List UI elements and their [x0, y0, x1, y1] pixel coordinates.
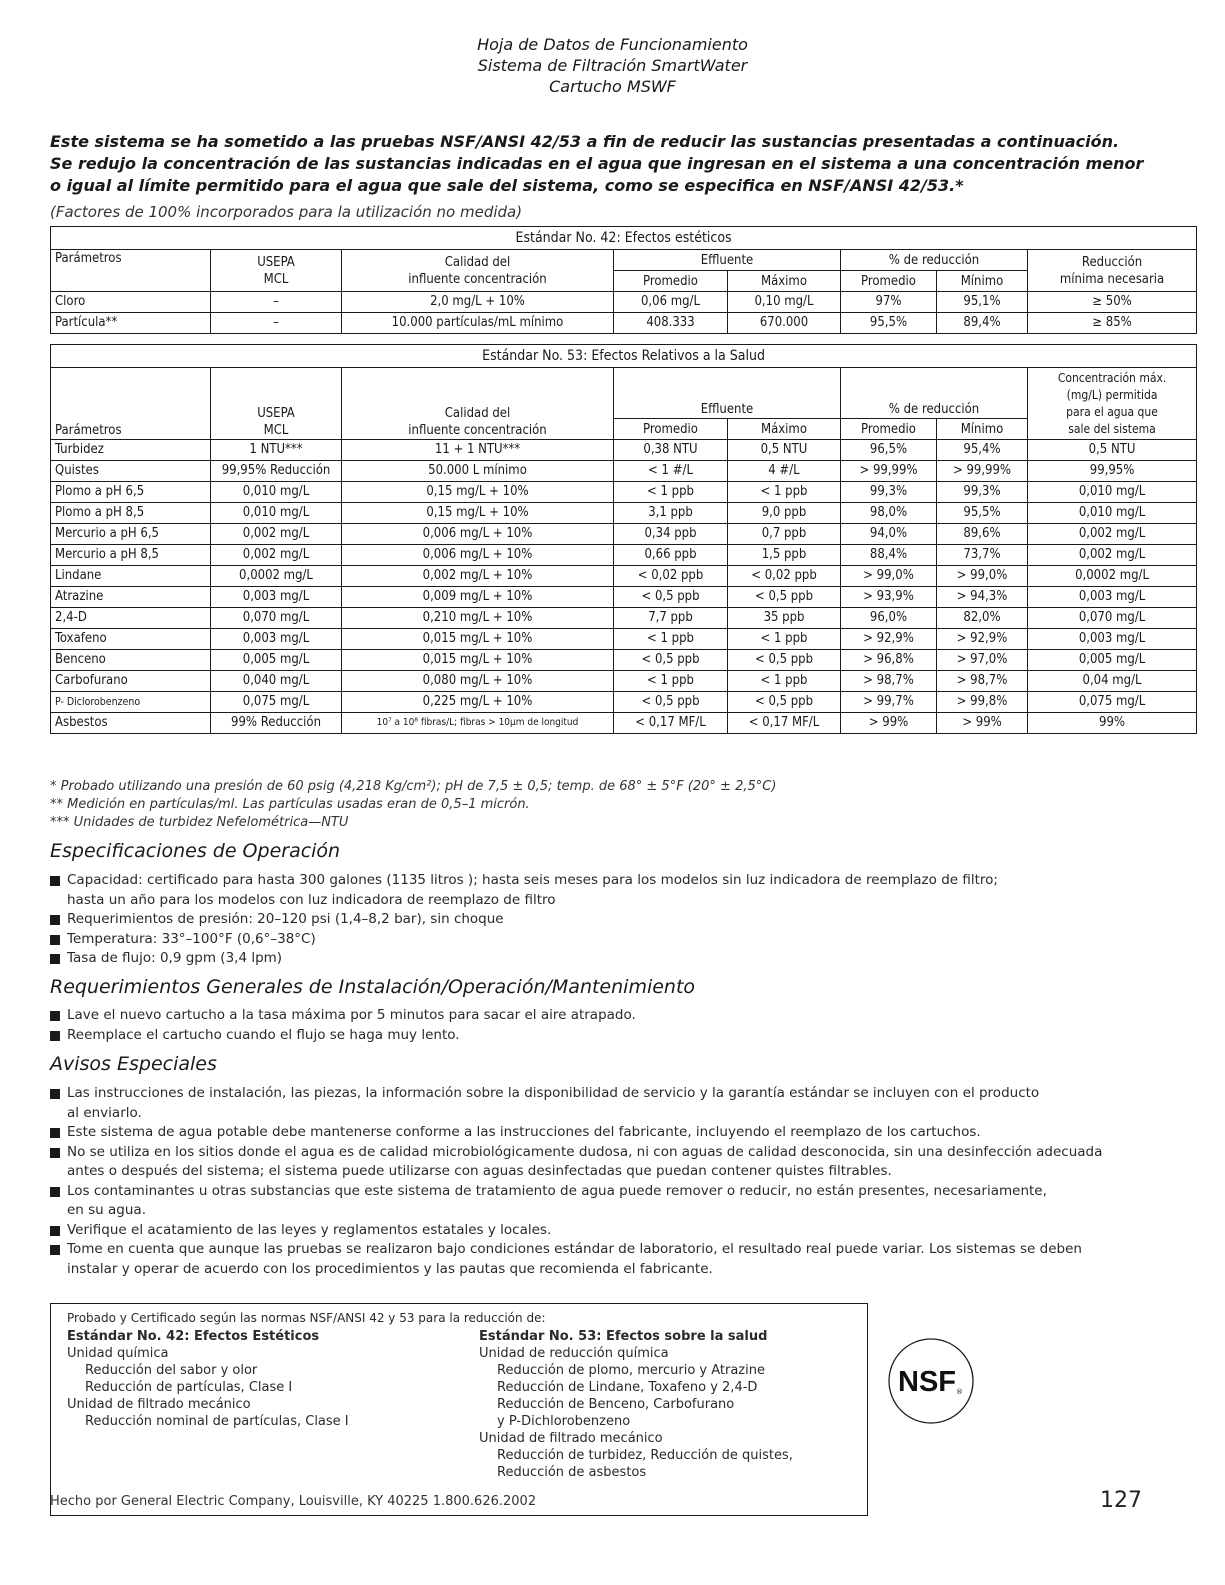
nsf-logo-text: NSF: [898, 1366, 956, 1398]
certification-line: Reducción de Benceno, Carbofurano: [497, 1397, 735, 1412]
column-header: Promedio: [614, 271, 728, 292]
bullet-square-icon: [50, 954, 60, 964]
table-cell: 1,5 ppb: [728, 545, 841, 566]
standard-42-table: [50, 226, 1197, 334]
table-cell: 94,0%: [841, 524, 937, 545]
list-item-text: Requerimientos de presión: 20–120 psi (1,4–8,2 bar), sin choque: [67, 911, 504, 927]
nsf-logo-icon: [886, 1336, 976, 1426]
column-header: Promedio: [841, 271, 937, 292]
table-cell: < 0,5 ppb: [614, 650, 728, 671]
table-cell: 88,4%: [841, 545, 937, 566]
certification-line: Reducción nominal de partículas, Clase I: [85, 1414, 349, 1429]
table-cell: < 1 ppb: [614, 629, 728, 650]
table-cell: 99,3%: [841, 482, 937, 503]
nsf-registered-mark: ®: [956, 1388, 963, 1396]
table-cell: 2,4-D: [51, 608, 211, 629]
list-item-text: instalar y operar de acuerdo con los procedimientos y las pautas que recomienda el fabricante.: [67, 1260, 713, 1277]
table-cell: Turbidez: [51, 440, 211, 461]
list-item-text: Las instrucciones de instalación, las piezas, la información sobre la disponibilidad de servicio y la garantía estándar se incluyen con el producto: [67, 1085, 1040, 1101]
table-cell: 11 + 1 NTU***: [342, 440, 614, 461]
table-cell: 0,040 mg/L: [211, 671, 342, 692]
certification-line: Unidad química: [67, 1346, 169, 1361]
table-cell: 97%: [841, 292, 937, 313]
column-header: Máximo: [728, 271, 841, 292]
page-number: 127: [1100, 1488, 1142, 1513]
table-cell: > 99,99%: [841, 461, 937, 482]
list-item: [50, 1201, 1102, 1221]
table-row: [51, 650, 1197, 671]
table-cell: < 1 ppb: [728, 629, 841, 650]
table-cell: 0,003 mg/L: [1028, 629, 1197, 650]
table-row: [51, 524, 1197, 545]
table-cell: 0,010 mg/L: [1028, 503, 1197, 524]
table-cell: 98,0%: [841, 503, 937, 524]
table-cell: Plomo a pH 8,5: [51, 503, 211, 524]
table-cell: 0,070 mg/L: [211, 608, 342, 629]
table-cell: 0,0002 mg/L: [211, 566, 342, 587]
certification-right-column: [479, 1328, 793, 1481]
table-cell: Toxafeno: [51, 629, 211, 650]
table-cell: < 0,02 ppb: [614, 566, 728, 587]
table-cell: 408.333: [614, 313, 728, 334]
certification-line: Reducción de Lindane, Toxafeno y 2,4-D: [497, 1380, 758, 1395]
table-cell: Mercurio a pH 6,5: [51, 524, 211, 545]
table-cell: 0,225 mg/L + 10%: [342, 692, 614, 713]
table-cell: < 0,5 ppb: [614, 587, 728, 608]
table-cell: 0,080 mg/L + 10%: [342, 671, 614, 692]
table-row: [51, 608, 1197, 629]
table-cell: > 99%: [841, 713, 937, 734]
header-line-2: Sistema de Filtración SmartWater: [477, 56, 748, 75]
list-item: [50, 1182, 1102, 1202]
table-cell: 0,002 mg/L: [1028, 545, 1197, 566]
list-item-text: antes o después del sistema; el sistema puede utilizarse con aguas desinfectadas que puedan contener quistes filtrables.: [67, 1163, 892, 1179]
list-item: [50, 1026, 636, 1046]
table-row: [51, 671, 1197, 692]
table-cell: 0,15 mg/L + 10%: [342, 503, 614, 524]
column-header: Calidad del influente concentración: [342, 250, 614, 292]
table-row: [51, 461, 1197, 482]
table-cell: 2,0 mg/L + 10%: [342, 292, 614, 313]
table-cell: Plomo a pH 6,5: [51, 482, 211, 503]
table-cell: 0,003 mg/L: [211, 629, 342, 650]
factors-note: (Factores de 100% incorporados para la utilización no medida): [50, 203, 523, 221]
table-cell: 7,7 ppb: [614, 608, 728, 629]
column-header: % de reducción: [841, 368, 1028, 419]
column-header: Calidad del influente concentración: [342, 368, 614, 440]
table-cell: 3,1 ppb: [614, 503, 728, 524]
table-cell: > 98,7%: [841, 671, 937, 692]
list-item: [50, 1240, 1102, 1260]
table-cell: Mercurio a pH 8,5: [51, 545, 211, 566]
certification-heading: Estándar No. 42: Efectos Estéticos: [67, 1329, 320, 1344]
table-cell: 89,6%: [937, 524, 1028, 545]
certification-line: Reducción del sabor y olor: [85, 1363, 258, 1378]
table-cell: < 0,17 MF/L: [614, 713, 728, 734]
certification-line: Unidad de filtrado mecánico: [67, 1397, 251, 1412]
table-cell: 0,006 mg/L + 10%: [342, 545, 614, 566]
list-item-text: Tome en cuenta que aunque las pruebas se realizaron bajo condiciones estándar de laboratorio, el resultado real puede variar. Los sistemas se deben: [67, 1241, 1082, 1257]
table-cell: 73,7%: [937, 545, 1028, 566]
table-row: [51, 587, 1197, 608]
column-header: Reducción mínima necesaria: [1028, 250, 1197, 292]
table-cell: 0,003 mg/L: [211, 587, 342, 608]
footnote-1: * Probado utilizando una presión de 60 psig (4,218 Kg/cm²); pH de 7,5 ± 0,5; temp. de 68° ± 5°F (20° ± 2,5°C): [50, 779, 777, 794]
table-cell: > 99,99%: [937, 461, 1028, 482]
list-item-text: Tasa de flujo: 0,9 gpm (3,4 lpm): [67, 950, 283, 966]
table-cell: < 0,5 ppb: [728, 692, 841, 713]
column-header: Effluente: [614, 250, 841, 271]
list-item-text: No se utiliza en los sitios donde el agua es de calidad microbiológicamente dudosa, ni con aguas de calidad desconocida, sin una desinfección adecuada: [67, 1143, 1103, 1160]
table-cell: Asbestos: [51, 713, 211, 734]
table-cell: > 99,7%: [841, 692, 937, 713]
list-item: [50, 930, 998, 950]
table-row: [51, 313, 1197, 334]
table-cell: 0,66 ppb: [614, 545, 728, 566]
table-cell: 0,006 mg/L + 10%: [342, 524, 614, 545]
table-cell: Quistes: [51, 461, 211, 482]
footnote-2: ** Medición en partículas/ml. Las partículas usadas eran de 0,5–1 micrón.: [50, 797, 530, 812]
table-cell: 0,002 mg/L: [211, 545, 342, 566]
table-cell: < 0,5 ppb: [614, 692, 728, 713]
list-item: [50, 871, 998, 891]
column-header: USEPA MCL: [211, 368, 342, 440]
list-item: [50, 910, 998, 930]
column-header: Máximo: [728, 419, 841, 440]
intro-line-2: Se redujo la concentración de las sustancias indicadas en el agua que ingresan en el sistema a una concentración menor: [50, 154, 1144, 173]
table-cell: 95,5%: [841, 313, 937, 334]
table-cell: 35 ppb: [728, 608, 841, 629]
list-item-text: Lave el nuevo cartucho a la tasa máxima por 5 minutos para sacar el aire atrapado.: [67, 1007, 636, 1023]
bullet-square-icon: [50, 915, 60, 925]
table-cell: Partícula**: [51, 313, 211, 334]
table-cell: 0,005 mg/L: [1028, 650, 1197, 671]
table-title: Estándar No. 53: Efectos Relativos a la Salud: [51, 345, 1197, 368]
list-item: [50, 1260, 1102, 1280]
table-cell: 50.000 L mínimo: [342, 461, 614, 482]
certification-line: Reducción de turbidez, Reducción de quistes,: [497, 1448, 793, 1463]
table-cell: –: [211, 313, 342, 334]
table-cell: 0,002 mg/L: [211, 524, 342, 545]
table-cell: < 1 #/L: [614, 461, 728, 482]
table-cell: 10.000 partículas/mL mínimo: [342, 313, 614, 334]
list-item: [50, 1084, 1102, 1104]
certification-intro: Probado y Certificado según las normas NSF/ANSI 42 y 53 para la reducción de:: [67, 1311, 546, 1325]
table-cell: 0,5 NTU: [1028, 440, 1197, 461]
certification-line: y P-Dichlorobenzeno: [497, 1414, 631, 1429]
standard-53-table: [50, 344, 1197, 734]
table-cell: < 1 ppb: [728, 671, 841, 692]
bullet-square-icon: [50, 1031, 60, 1041]
footnote-3: *** Unidades de turbidez Nefelométrica—NTU: [50, 815, 349, 830]
list-item: [50, 891, 998, 911]
bullet-square-icon: [50, 1011, 60, 1021]
table-cell: 0,010 mg/L: [211, 503, 342, 524]
certification-line: Reducción de asbestos: [497, 1465, 647, 1480]
header-line-3: Cartucho MSWF: [549, 77, 676, 96]
column-header: USEPA MCL: [211, 250, 342, 292]
certification-line: Unidad de reducción química: [479, 1346, 669, 1361]
bullet-square-icon: [50, 1148, 60, 1158]
table-cell: < 1 ppb: [728, 482, 841, 503]
table-cell: 96,0%: [841, 608, 937, 629]
table-row: [51, 440, 1197, 461]
list-item-text: en su agua.: [67, 1202, 146, 1218]
table-cell: > 96,8%: [841, 650, 937, 671]
table-row: [51, 503, 1197, 524]
list-item: [50, 1221, 1102, 1241]
table-cell: 95,5%: [937, 503, 1028, 524]
notices-list: [50, 1084, 1102, 1279]
table-cell: 99,95% Reducción: [211, 461, 342, 482]
bullet-square-icon: [50, 935, 60, 945]
table-cell: 0,38 NTU: [614, 440, 728, 461]
table-cell: > 97,0%: [937, 650, 1028, 671]
table-cell: 0,075 mg/L: [211, 692, 342, 713]
bullet-square-icon: [50, 1245, 60, 1255]
table-title: Estándar No. 42: Efectos estéticos: [51, 227, 1197, 250]
table-cell: < 0,17 MF/L: [728, 713, 841, 734]
table-row: [51, 482, 1197, 503]
certification-line: Reducción de partículas, Clase I: [85, 1380, 293, 1395]
table-cell: > 93,9%: [841, 587, 937, 608]
table-cell: Carbofurano: [51, 671, 211, 692]
table-cell: 0,010 mg/L: [1028, 482, 1197, 503]
intro-paragraph: [50, 131, 1190, 197]
bullet-square-icon: [50, 1226, 60, 1236]
list-item-text: Reemplace el cartucho cuando el flujo se haga muy lento.: [67, 1026, 460, 1043]
section-title-specifications: Especificaciones de Operación: [50, 840, 341, 862]
column-header: Promedio: [841, 419, 937, 440]
table-cell: 0,06 mg/L: [614, 292, 728, 313]
table-cell: < 0,5 ppb: [728, 650, 841, 671]
intro-line-1: Este sistema se ha sometido a las pruebas NSF/ANSI 42/53 a fin de reducir las sustancias presentadas a continuación.: [50, 132, 1120, 151]
table-cell: 10⁷ a 10⁸ fibras/L; fibras > 10µm de longitud: [342, 713, 614, 734]
table-cell: 0,005 mg/L: [211, 650, 342, 671]
table-cell: 99%: [1028, 713, 1197, 734]
table-cell: 0,002 mg/L: [1028, 524, 1197, 545]
column-header: Mínimo: [937, 271, 1028, 292]
list-item-text: al enviarlo.: [67, 1104, 142, 1121]
table-cell: P- Diclorobenzeno: [51, 692, 211, 713]
list-item-text: Verifique el acatamiento de las leyes y reglamentos estatales y locales.: [67, 1221, 552, 1238]
column-header: Promedio: [614, 419, 728, 440]
header-line-1: Hoja de Datos de Funcionamiento: [477, 35, 748, 54]
table-cell: 95,1%: [937, 292, 1028, 313]
list-item-text: Los contaminantes u otras substancias que este sistema de tratamiento de agua puede remover o reducir, no están presentes, necesariamente,: [67, 1182, 1047, 1199]
specifications-list: [50, 871, 998, 969]
table-cell: 0,070 mg/L: [1028, 608, 1197, 629]
table-cell: > 94,3%: [937, 587, 1028, 608]
table-row: [51, 566, 1197, 587]
table-cell: 0,015 mg/L + 10%: [342, 650, 614, 671]
table-cell: 0,002 mg/L + 10%: [342, 566, 614, 587]
list-item-text: Este sistema de agua potable debe mantenerse conforme a las instrucciones del fabricante, incluyendo el reemplazo de los cartuchos.: [67, 1124, 981, 1140]
section-title-notices: Avisos Especiales: [50, 1053, 217, 1075]
table-cell: < 1 ppb: [614, 482, 728, 503]
table-cell: < 0,02 ppb: [728, 566, 841, 587]
table-cell: Cloro: [51, 292, 211, 313]
column-header: Mínimo: [937, 419, 1028, 440]
intro-line-3: o igual al límite permitido para el agua que sale del sistema, como se especifica en NSF/ANSI 42/53.*: [50, 176, 964, 195]
list-item: [50, 1143, 1102, 1163]
table-cell: Benceno: [51, 650, 211, 671]
requirements-list: [50, 1006, 636, 1045]
column-header: Concentración máx. (mg/L) permitida para el agua que sale del sistema: [1028, 368, 1197, 440]
table-cell: 0,15 mg/L + 10%: [342, 482, 614, 503]
table-cell: 1 NTU***: [211, 440, 342, 461]
table-cell: Lindane: [51, 566, 211, 587]
table-cell: 0,04 mg/L: [1028, 671, 1197, 692]
list-item: [50, 1123, 1102, 1143]
table-cell: 0,7 ppb: [728, 524, 841, 545]
table-row: [51, 292, 1197, 313]
bullet-square-icon: [50, 1089, 60, 1099]
list-item: [50, 949, 998, 969]
table-cell: > 92,9%: [841, 629, 937, 650]
table-row: [51, 545, 1197, 566]
column-header: Parámetros: [51, 368, 211, 440]
list-item-text: hasta un año para los modelos con luz indicadora de reemplazo de filtro: [67, 891, 556, 908]
certification-box: [50, 1303, 868, 1516]
certification-line: Reducción de plomo, mercurio y Atrazine: [497, 1363, 765, 1378]
table-row: [51, 713, 1197, 734]
table-cell: > 99,0%: [841, 566, 937, 587]
table-cell: 82,0%: [937, 608, 1028, 629]
table-cell: > 99,8%: [937, 692, 1028, 713]
table-cell: 0,5 NTU: [728, 440, 841, 461]
table-cell: 0,10 mg/L: [728, 292, 841, 313]
table-cell: > 99,0%: [937, 566, 1028, 587]
table-row: [51, 629, 1197, 650]
certification-heading: Estándar No. 53: Efectos sobre la salud: [479, 1329, 768, 1344]
table-cell: ≥ 85%: [1028, 313, 1197, 334]
list-item: [50, 1162, 1102, 1182]
table-cell: 0,0002 mg/L: [1028, 566, 1197, 587]
certification-line: Unidad de filtrado mecánico: [479, 1431, 663, 1446]
table-cell: 96,5%: [841, 440, 937, 461]
table-cell: 670.000: [728, 313, 841, 334]
table-cell: 95,4%: [937, 440, 1028, 461]
table-cell: > 99%: [937, 713, 1028, 734]
list-item: [50, 1006, 636, 1026]
table-cell: Atrazine: [51, 587, 211, 608]
list-item-text: Temperatura: 33°–100°F (0,6°–38°C): [67, 930, 316, 947]
footnotes: [50, 778, 776, 832]
table-cell: 0,009 mg/L + 10%: [342, 587, 614, 608]
table-cell: 9,0 ppb: [728, 503, 841, 524]
list-item: [50, 1104, 1102, 1124]
table-cell: > 92,9%: [937, 629, 1028, 650]
table-cell: 0,015 mg/L + 10%: [342, 629, 614, 650]
table-row: [51, 692, 1197, 713]
certification-left-column: [67, 1328, 349, 1430]
column-header: Parámetros: [51, 250, 211, 292]
table-cell: 99,95%: [1028, 461, 1197, 482]
table-cell: 0,010 mg/L: [211, 482, 342, 503]
table-cell: ≥ 50%: [1028, 292, 1197, 313]
bullet-square-icon: [50, 1128, 60, 1138]
table-cell: 4 #/L: [728, 461, 841, 482]
table-cell: –: [211, 292, 342, 313]
table-cell: 99,3%: [937, 482, 1028, 503]
table-cell: 0,210 mg/L + 10%: [342, 608, 614, 629]
table-cell: 89,4%: [937, 313, 1028, 334]
table-cell: > 98,7%: [937, 671, 1028, 692]
footer-text: Hecho por General Electric Company, Louisville, KY 40225 1.800.626.2002: [50, 1494, 537, 1509]
table-cell: 0,34 ppb: [614, 524, 728, 545]
bullet-square-icon: [50, 1187, 60, 1197]
table-cell: 0,075 mg/L: [1028, 692, 1197, 713]
bullet-square-icon: [50, 876, 60, 886]
table-cell: 0,003 mg/L: [1028, 587, 1197, 608]
column-header: % de reducción: [841, 250, 1028, 271]
list-item-text: Capacidad: certificado para hasta 300 galones (1135 litros ); hasta seis meses para los modelos sin luz indicadora de reemplazo de filtro;: [67, 872, 998, 888]
table-cell: < 1 ppb: [614, 671, 728, 692]
table-cell: < 0,5 ppb: [728, 587, 841, 608]
page-header: [0, 34, 1225, 97]
section-title-requirements: Requerimientos Generales de Instalación/Operación/Mantenimiento: [50, 976, 696, 998]
column-header: Effluente: [614, 368, 841, 419]
table-cell: 99% Reducción: [211, 713, 342, 734]
